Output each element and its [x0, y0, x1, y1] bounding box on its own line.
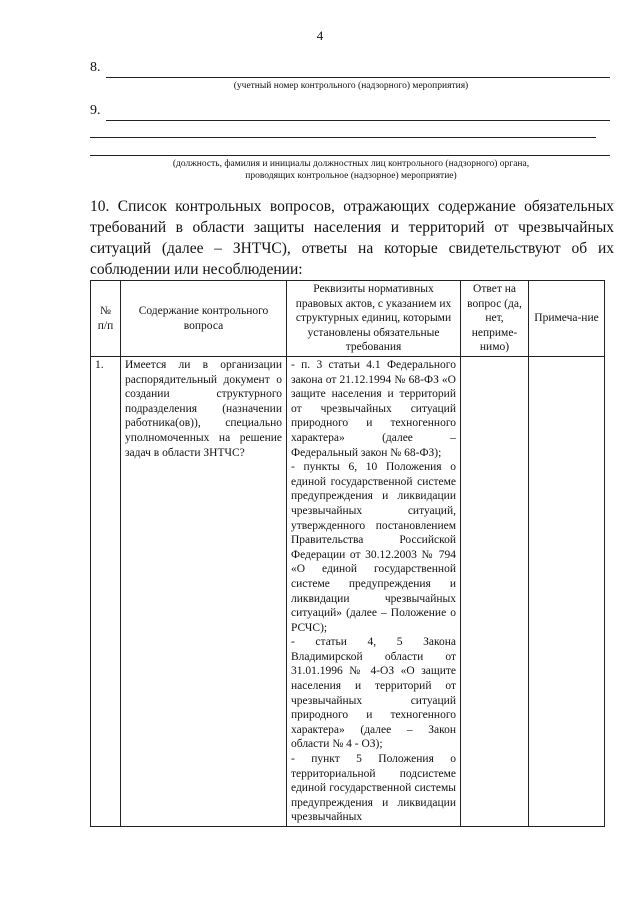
row-number: 1.: [91, 357, 121, 827]
item9-caption: [90, 158, 612, 182]
item8-number: 8.: [90, 60, 101, 75]
item8-line: [106, 77, 610, 78]
header-note: Примеча-ние: [529, 281, 605, 357]
row-answer[interactable]: [461, 357, 529, 827]
table-header-row: [91, 281, 605, 357]
item8-caption: (учетный номер контрольного (надзорного) мероприятия): [233, 81, 469, 91]
row-question: Имеется ли в организации распорядительный документ о создании структурного подразделения (назначении работника(ов)), специально уполномоченных на решение задач в области ЗНТЧС?: [121, 357, 287, 827]
header-answer: Ответ на вопрос (да, нет, неприме-нимо): [461, 281, 529, 357]
row-note[interactable]: [529, 357, 605, 827]
page-number: 4: [316, 28, 324, 43]
item9-number: 9.: [90, 103, 101, 118]
header-num: № п/п: [91, 281, 121, 357]
item9-caption-line2: проводящих контрольное (надзорное) мероприятие): [245, 171, 457, 181]
item9-caption-line1: (должность, фамилия и инициалы должностных лиц контрольного (надзорного) органа,: [172, 159, 530, 169]
table-row: [91, 357, 605, 827]
requisite-item: - п. 3 статьи 4.1 Федерального закона от 21.12.1994 № 68-ФЗ «О защите населения и территорий от чрезвычайных ситуаций природного и техногенного характера» (далее – Федеральный закон № 68-ФЗ);: [291, 359, 456, 459]
requisite-item: - статьи 4, 5 Закона Владимирской области от 31.01.1996 № 4-ОЗ «О защите населения и территорий от чрезвычайных ситуаций природного и техногенного характера» (далее – Закон области № 4 - ОЗ);: [291, 636, 456, 751]
row-requisites: [287, 357, 461, 827]
header-question: Содержание контрольного вопроса: [121, 281, 287, 357]
item9-line-1: [106, 120, 610, 121]
section-10-paragraph: 10. Список контрольных вопросов, отражающих содержание обязательных требований в области защиты населения и территорий от чрезвычайных ситуаций (далее – ЗНТЧС), ответы на которые свидетельствуют об их соблюдении или несоблюдении:: [90, 198, 614, 278]
item9-line-3: [90, 155, 610, 156]
requisite-item: - пункты 6, 10 Положения о единой государственной системе предупреждения и ликвидации чрезвычайных ситуаций, утвержденного постановлением Правительства Российской Федерации от 30.12.2003 № 794 «О единой государственной системе предупреждения и ликвидации чрезвычайных ситуаций» (далее – Положение о РСЧС);: [291, 461, 456, 634]
item9-line-2: [90, 137, 596, 138]
header-requisites: Реквизиты нормативных правовых актов, с указанием их структурных единиц, которыми установлены обязательные требования: [287, 281, 461, 357]
requisite-item: - пункт 5 Положения о территориальной подсистеме единой государственной системы предупреждения и ликвидации чрезвычайных: [291, 753, 456, 824]
checklist-table: [90, 280, 605, 827]
